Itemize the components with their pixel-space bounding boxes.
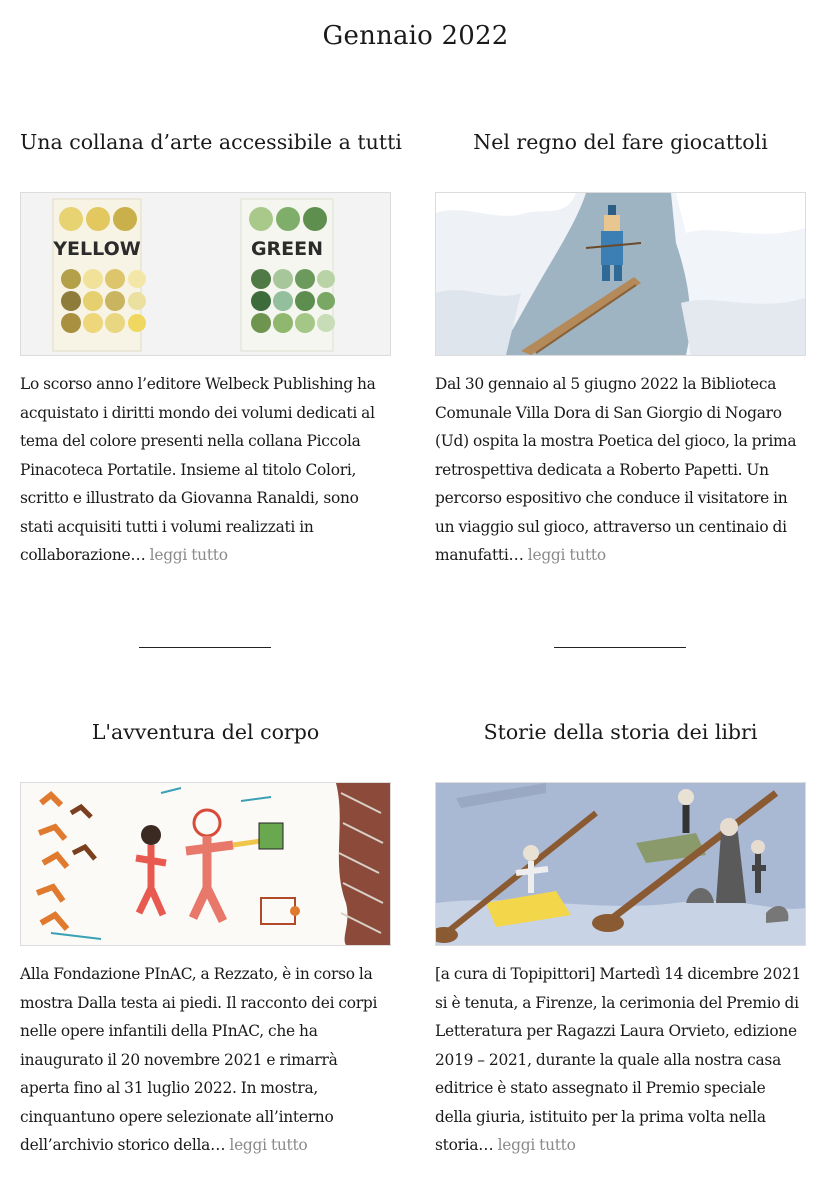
article-thumbnail[interactable] xyxy=(20,192,391,356)
article-thumbnail[interactable] xyxy=(20,782,391,946)
cover-text: YELLOW xyxy=(53,238,141,260)
article-card xyxy=(20,716,391,1154)
article-excerpt xyxy=(435,370,806,570)
page-title: Gennaio 2022 xyxy=(322,21,509,52)
article-title[interactable]: L'avventura del corpo xyxy=(91,720,320,744)
article-card xyxy=(20,126,402,564)
article-card xyxy=(435,126,806,564)
spoon-rowers-image xyxy=(436,783,805,945)
divider xyxy=(554,647,686,648)
cover-text: GREEN xyxy=(250,238,324,260)
article-excerpt xyxy=(435,960,806,1160)
book-covers-image xyxy=(21,193,390,355)
article-card xyxy=(435,716,806,1154)
read-more-link[interactable]: leggi tutto xyxy=(527,546,606,564)
excerpt-text: Dal 30 gennaio al 5 giugno 2022 la Biblioteca Comunale Villa Dora di San Giorgio di Nogaro (Ud) ospita la mostra Poetica del gioco, la prima retrospettiva dedicata a Roberto Papetti. Un percorso espositivo che conduce il visitatore in un viaggio sul gioco, attraverso un centinaio di manufatti… xyxy=(435,375,797,564)
excerpt-text: Lo scorso anno l’editore Welbeck Publishing ha acquistato i diritti mondo dei volumi dedicati al tema del colore presenti nella collana Piccola Pinacoteca Portatile. Insieme al titolo Colori, scritto e illustrato da Giovanna Ranaldi, sono stati acquisiti tutti i volumi realizzati in collaborazione… xyxy=(20,375,376,564)
article-excerpt xyxy=(20,960,391,1160)
article-thumbnail[interactable] xyxy=(435,192,806,356)
article-title[interactable]: Una collana d’arte accessibile a tutti xyxy=(20,130,402,154)
excerpt-text: [a cura di Topipittori] Martedì 14 dicembre 2021 si è tenuta, a Firenze, la cerimonia del Premio di Letteratura per Ragazzi Laura Orvieto, edizione 2019 – 2021, durante la quale alla nostra casa editrice è stato assegnato il Premio speciale della giuria, istituito per la prima volta nella storia… xyxy=(435,965,802,1154)
read-more-link[interactable]: leggi tutto xyxy=(497,1136,576,1154)
article-excerpt xyxy=(20,370,391,570)
read-more-link[interactable]: leggi tutto xyxy=(149,546,228,564)
article-thumbnail[interactable] xyxy=(435,782,806,946)
children-drawing-image xyxy=(21,783,390,945)
excerpt-text: Alla Fondazione PInAC, a Rezzato, è in corso la mostra Dalla testa ai piedi. Il racconto dei corpi nelle opere infantili della PInAC, che ha inaugurato il 20 novembre 2021 e rimarrà aperta fino al 31 luglio 2022. In mostra, cinquantuno opere selezionate all’interno dell’archivio storico della… xyxy=(20,965,378,1154)
divider xyxy=(139,647,271,648)
read-more-link[interactable]: leggi tutto xyxy=(229,1136,308,1154)
toy-canoe-image xyxy=(436,193,805,355)
article-title[interactable]: Nel regno del fare giocattoli xyxy=(473,130,768,154)
article-title[interactable]: Storie della storia dei libri xyxy=(483,720,758,744)
